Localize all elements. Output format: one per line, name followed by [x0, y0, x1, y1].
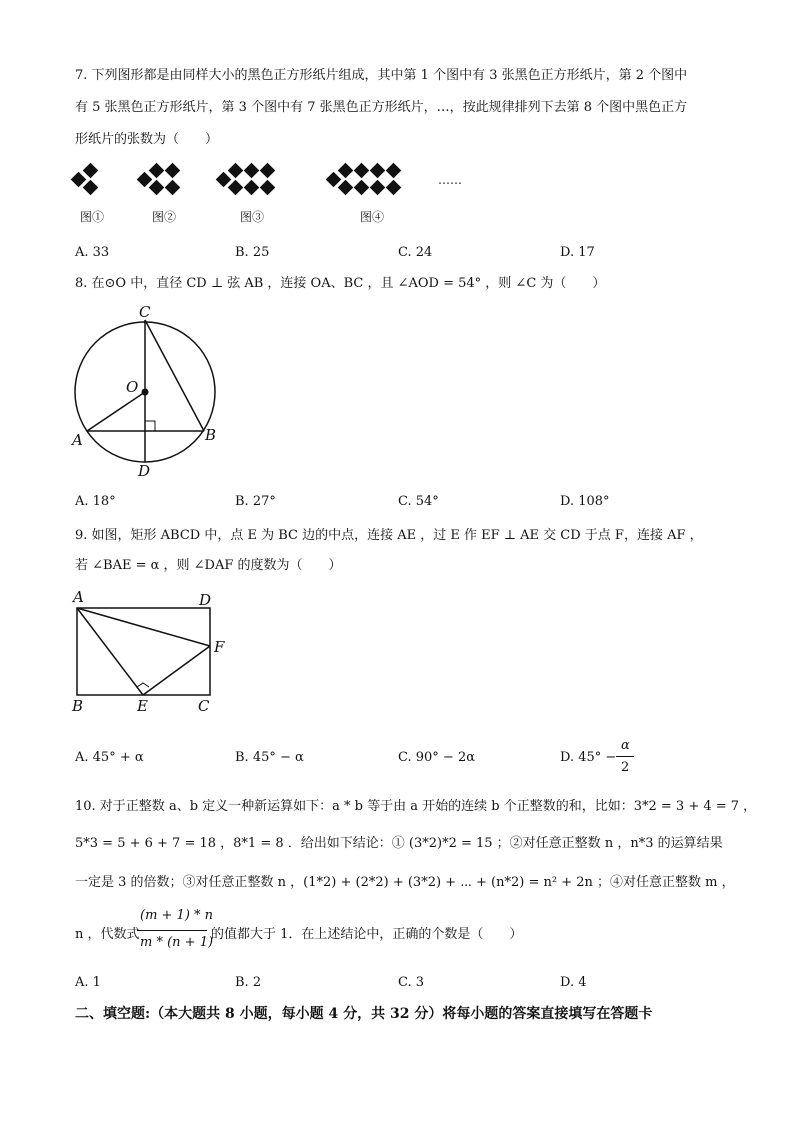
pattern-3	[216, 163, 276, 196]
q9-optd-fraction-bar	[616, 756, 634, 757]
q8-point-o: O	[126, 378, 139, 396]
q7-line2: 有 5 张黑色正方形纸片，第 3 个图中有 7 张黑色正方形纸片，…，按此规律排列下去第 8 个图中黑色正方	[75, 100, 688, 115]
q9-point-b: B	[72, 697, 84, 715]
q8-point-a: A	[72, 431, 83, 449]
pattern-2	[137, 163, 181, 196]
q8-point-c: C	[139, 303, 151, 321]
q10-fraction-numerator: (m + 1) * n	[140, 908, 214, 923]
q7-ellipsis: ……	[438, 173, 462, 187]
right-angle-mark	[145, 421, 155, 431]
q7-fig1-label: 图①	[80, 210, 105, 224]
q9-optd-numerator: α	[621, 738, 630, 753]
q10-option-b: B. 2	[235, 975, 262, 990]
q10-line3: 一定是 3 的倍数；③对任意正整数 n ，(1*2) + (2*2) + (3*2) + ⋯ + (n*2) = n² + 2n ；④对任意正整数 m ，	[75, 875, 735, 890]
segment-ae	[77, 608, 143, 695]
q7-fig2-label: 图②	[152, 210, 177, 224]
q10-fraction-denominator: m * (n + 1)	[140, 935, 214, 950]
q10-option-d: D. 4	[560, 975, 587, 990]
section-2-heading: 二、填空题:（本大题共 8 小题，每小题 4 分，共 32 分）将每小题的答案直接填写在答题卡	[75, 1006, 653, 1022]
q7-option-d: D. 17	[560, 245, 595, 260]
q9-line1: 9. 如图，矩形 ABCD 中，点 E 为 BC 边的中点，连接 AE ，过 E 作 EF ⊥ AE 交 CD 于点 F，连接 AF ，	[75, 528, 703, 543]
q7-line3: 形纸片的张数为（ ）	[75, 132, 219, 147]
q8-circle-diagram	[0, 300, 200, 500]
center-point	[142, 389, 149, 396]
q9-point-e: E	[137, 697, 148, 715]
segment-ef	[143, 646, 210, 695]
q10-line4-post: 的值都大于 1．在上述结论中，正确的个数是（ ）	[211, 927, 523, 942]
q9-line2: 若 ∠BAE = α ，则 ∠DAF 的度数为（ ）	[75, 558, 342, 573]
rectangle-abcd	[77, 608, 210, 695]
segment-bc	[145, 320, 204, 431]
q9-option-a: A. 45° + α	[75, 750, 144, 765]
q7-square-patterns	[0, 160, 794, 220]
q7-option-a: A. 33	[75, 245, 110, 260]
q7-line1: 7. 下列图形都是由同样大小的黑色正方形纸片组成，其中第 1 个图中有 3 张黑色正方形纸片，第 2 个图中	[75, 68, 688, 83]
q10-line2: 5*3 = 5 + 6 + 7 = 18 ，8*1 = 8 ．给出如下结论：① (3*2)*2 = 15 ；②对任意正整数 n ，n*3 的运算结果	[75, 836, 723, 851]
pattern-4	[326, 163, 402, 196]
pattern-1	[71, 163, 99, 196]
q8-option-b: B. 27°	[235, 494, 276, 509]
q9-option-b: B. 45° − α	[235, 750, 304, 765]
q9-point-f: F	[214, 638, 225, 656]
q9-option-c: C. 90° − 2α	[398, 750, 475, 765]
segment-oa	[87, 392, 145, 431]
q8-option-d: D. 108°	[560, 494, 610, 509]
q7-fig4-label: 图④	[360, 210, 385, 224]
q9-point-c: C	[198, 697, 210, 715]
q9-option-d: D. 45° −	[560, 750, 617, 765]
q8-option-c: C. 54°	[398, 494, 439, 509]
q7-option-b: B. 25	[235, 245, 270, 260]
q8-option-a: A. 18°	[75, 494, 116, 509]
right-angle-mark-e	[137, 683, 149, 687]
q8-text: 8. 在⊙O 中，直径 CD ⊥ 弦 AB ，连接 OA、BC ，且 ∠AOD = 54° ，则 ∠C 为（ ）	[75, 276, 606, 291]
q10-line4-pre: n ，代数式	[75, 927, 140, 942]
q7-fig3-label: 图③	[240, 210, 265, 224]
q9-optd-denominator: 2	[621, 760, 630, 775]
q10-fraction-bar	[137, 930, 207, 931]
q10-option-c: C. 3	[398, 975, 425, 990]
q8-point-d: D	[138, 462, 151, 480]
q9-point-a: A	[73, 588, 84, 606]
segment-af	[77, 608, 210, 646]
q7-option-c: C. 24	[398, 245, 433, 260]
q10-line1: 10. 对于正整数 a、b 定义一种新运算如下：a * b 等于由 a 开始的连续 b 个正整数的和，比如：3*2 = 3 + 4 = 7 ，	[75, 799, 757, 814]
q9-point-d: D	[199, 591, 212, 609]
q8-point-b: B	[205, 426, 217, 444]
q10-option-a: A. 1	[75, 975, 101, 990]
